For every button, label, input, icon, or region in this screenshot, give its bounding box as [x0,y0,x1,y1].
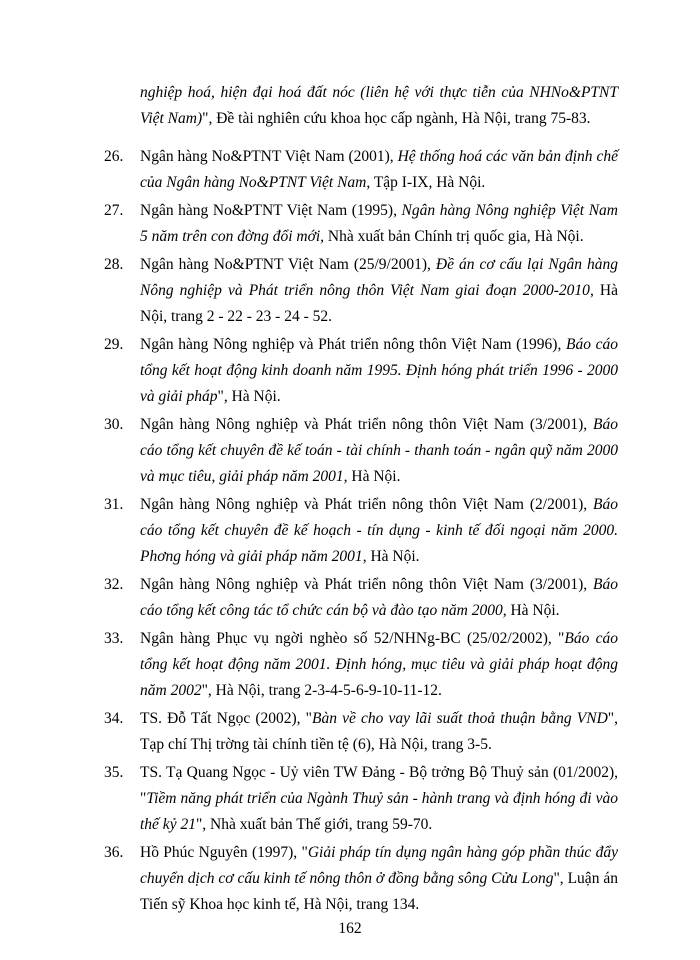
reference-authors: Ngân hàng Nông nghiệp và Phát triển nông thôn Việt Nam (3/2001), [140,416,594,433]
reference-authors: Hồ Phúc Nguyên (1997), " [140,844,308,861]
reference-details: , Hà Nội. [362,548,420,565]
reference-title: Đề án cơ cấu lại Ngân hàng Nông nghiệp và Phát triển nông thôn Việt Nam giai đoạn 2000-2010 [140,256,618,299]
reference-title: Bàn về cho vay lãi suất thoả thuận bằng VND [312,710,608,727]
reference-authors: Ngân hàng No&PTNT Việt Nam (1995), [140,202,402,219]
reference-authors: TS. Tạ Quang Ngọc - Uỷ viên TW Đảng - Bộ trởng Bộ Thuỷ sản (01/2002), " [140,764,618,807]
reference-number: 28. [104,256,124,273]
reference-details: ", Nhà xuất bản Thế giới, trang 59-70. [195,816,433,833]
reference-item [104,572,618,624]
reference-list [104,144,618,920]
reference-title: Báo cáo tổng kết hoạt động năm 2001. Định hóng, mục tiêu và giải pháp hoạt động năm 2002 [140,630,618,699]
reference-details: , Tập I-IX, Hà Nội. [366,174,486,191]
reference-details: , Hà Nội, trang 2 - 22 - 23 - 24 - 52. [140,282,618,325]
reference-title: Báo cáo tổng kết chuyên đề kế hoạch - tín dụng - kinh tế đối ngoại năm 2000. Phơng hóng và giải pháp năm 2001 [140,496,618,565]
reference-title: Giải pháp tín dụng ngân hàng góp phần thúc đẩy chuyển dịch cơ cấu kinh tế nông thôn ở đồng bằng sông Cửu Long [140,844,618,887]
reference-number: 27. [104,202,124,219]
continuation-title: nghiệp hoá, hiện đại hoá đất nóc (liên hệ với thực tiễn của NHNo&PTNT Việt Nam) [140,83,618,127]
reference-item [104,332,618,410]
reference-title: Ngân hàng Nông nghiệp Việt Nam 5 năm trên con đờng đổi mới, [140,202,618,245]
reference-number: 30. [104,416,124,433]
reference-details: Nhà xuất bản Chính trị quốc gia, Hà Nội. [324,228,584,245]
reference-authors: Ngân hàng Nông nghiệp và Phát triển nông thôn Việt Nam (2/2001), [140,496,594,513]
reference-authors: Ngân hàng Nông nghiệp và Phát triển nông thôn Việt Nam (1996), [140,336,566,353]
reference-item [104,492,618,570]
reference-details: ", Hà Nội. [217,388,281,405]
reference-title: Tiềm năng phát triển của Ngành Thuỷ sản - hành trang và định hóng đi vào thế kỷ 21 [140,790,618,833]
reference-details: ", Luận án Tiến sỹ Khoa học kinh tế, Hà Nội, trang 134. [140,870,618,913]
reference-authors: Ngân hàng No&PTNT Việt Nam (25/9/2001), [140,256,436,273]
reference-authors: Ngân hàng Nông nghiệp và Phát triển nông thôn Việt Nam (3/2001), [140,576,594,593]
reference-title: Báo cáo tổng kết công tác tổ chức cán bộ và đào tạo năm 2000, [140,576,618,619]
reference-number: 29. [104,336,124,353]
reference-number: 32. [104,576,124,593]
reference-item [104,706,618,758]
reference-number: 36. [104,844,124,861]
reference-details: ", Hà Nội, trang 2-3-4-5-6-9-10-11-12. [201,682,442,699]
reference-title: Hệ thống hoá các văn bản định chế của Ngân hàng No&PTNT Việt Nam [140,148,618,191]
reference-number: 35. [104,764,124,781]
reference-number: 31. [104,496,124,513]
reference-item [104,760,618,838]
reference-details: ", Tạp chí Thị trờng tài chính tiền tệ (6), Hà Nội, trang 3-5. [140,710,618,753]
reference-number: 34. [104,710,124,727]
continuation-rest: ", Đề tài nghiên cứu khoa học cấp ngành, Hà Nội, trang 75-83. [202,109,591,127]
reference-title: Báo cáo tổng kết hoạt động kinh doanh năm 1995. Định hóng phát triển 1996 - 2000 và giải pháp [140,336,618,405]
reference-item [104,412,618,490]
reference-details: Hà Nội. [347,468,401,485]
reference-item [104,252,618,330]
reference-continuation [140,80,618,132]
reference-number: 26. [104,148,124,165]
reference-item [104,198,618,250]
reference-title: Báo cáo tổng kết chuyên đề kế toán - tài chính - thanh toán - ngân quỹ năm 2000 và mục tiêu, giải pháp năm 2001, [140,416,618,485]
reference-number: 33. [104,630,124,647]
page-number: 162 [338,920,362,937]
reference-item [104,144,618,196]
reference-item [104,840,618,918]
reference-authors: Ngân hàng Phục vụ ngời nghèo số 52/NHNg-BC (25/02/2002), " [140,630,565,647]
reference-item [104,626,618,704]
reference-authors: Ngân hàng No&PTNT Việt Nam (2001), [140,148,398,165]
reference-details: Hà Nội. [506,602,560,619]
reference-authors: TS. Đỗ Tất Ngọc (2002), " [140,710,312,727]
